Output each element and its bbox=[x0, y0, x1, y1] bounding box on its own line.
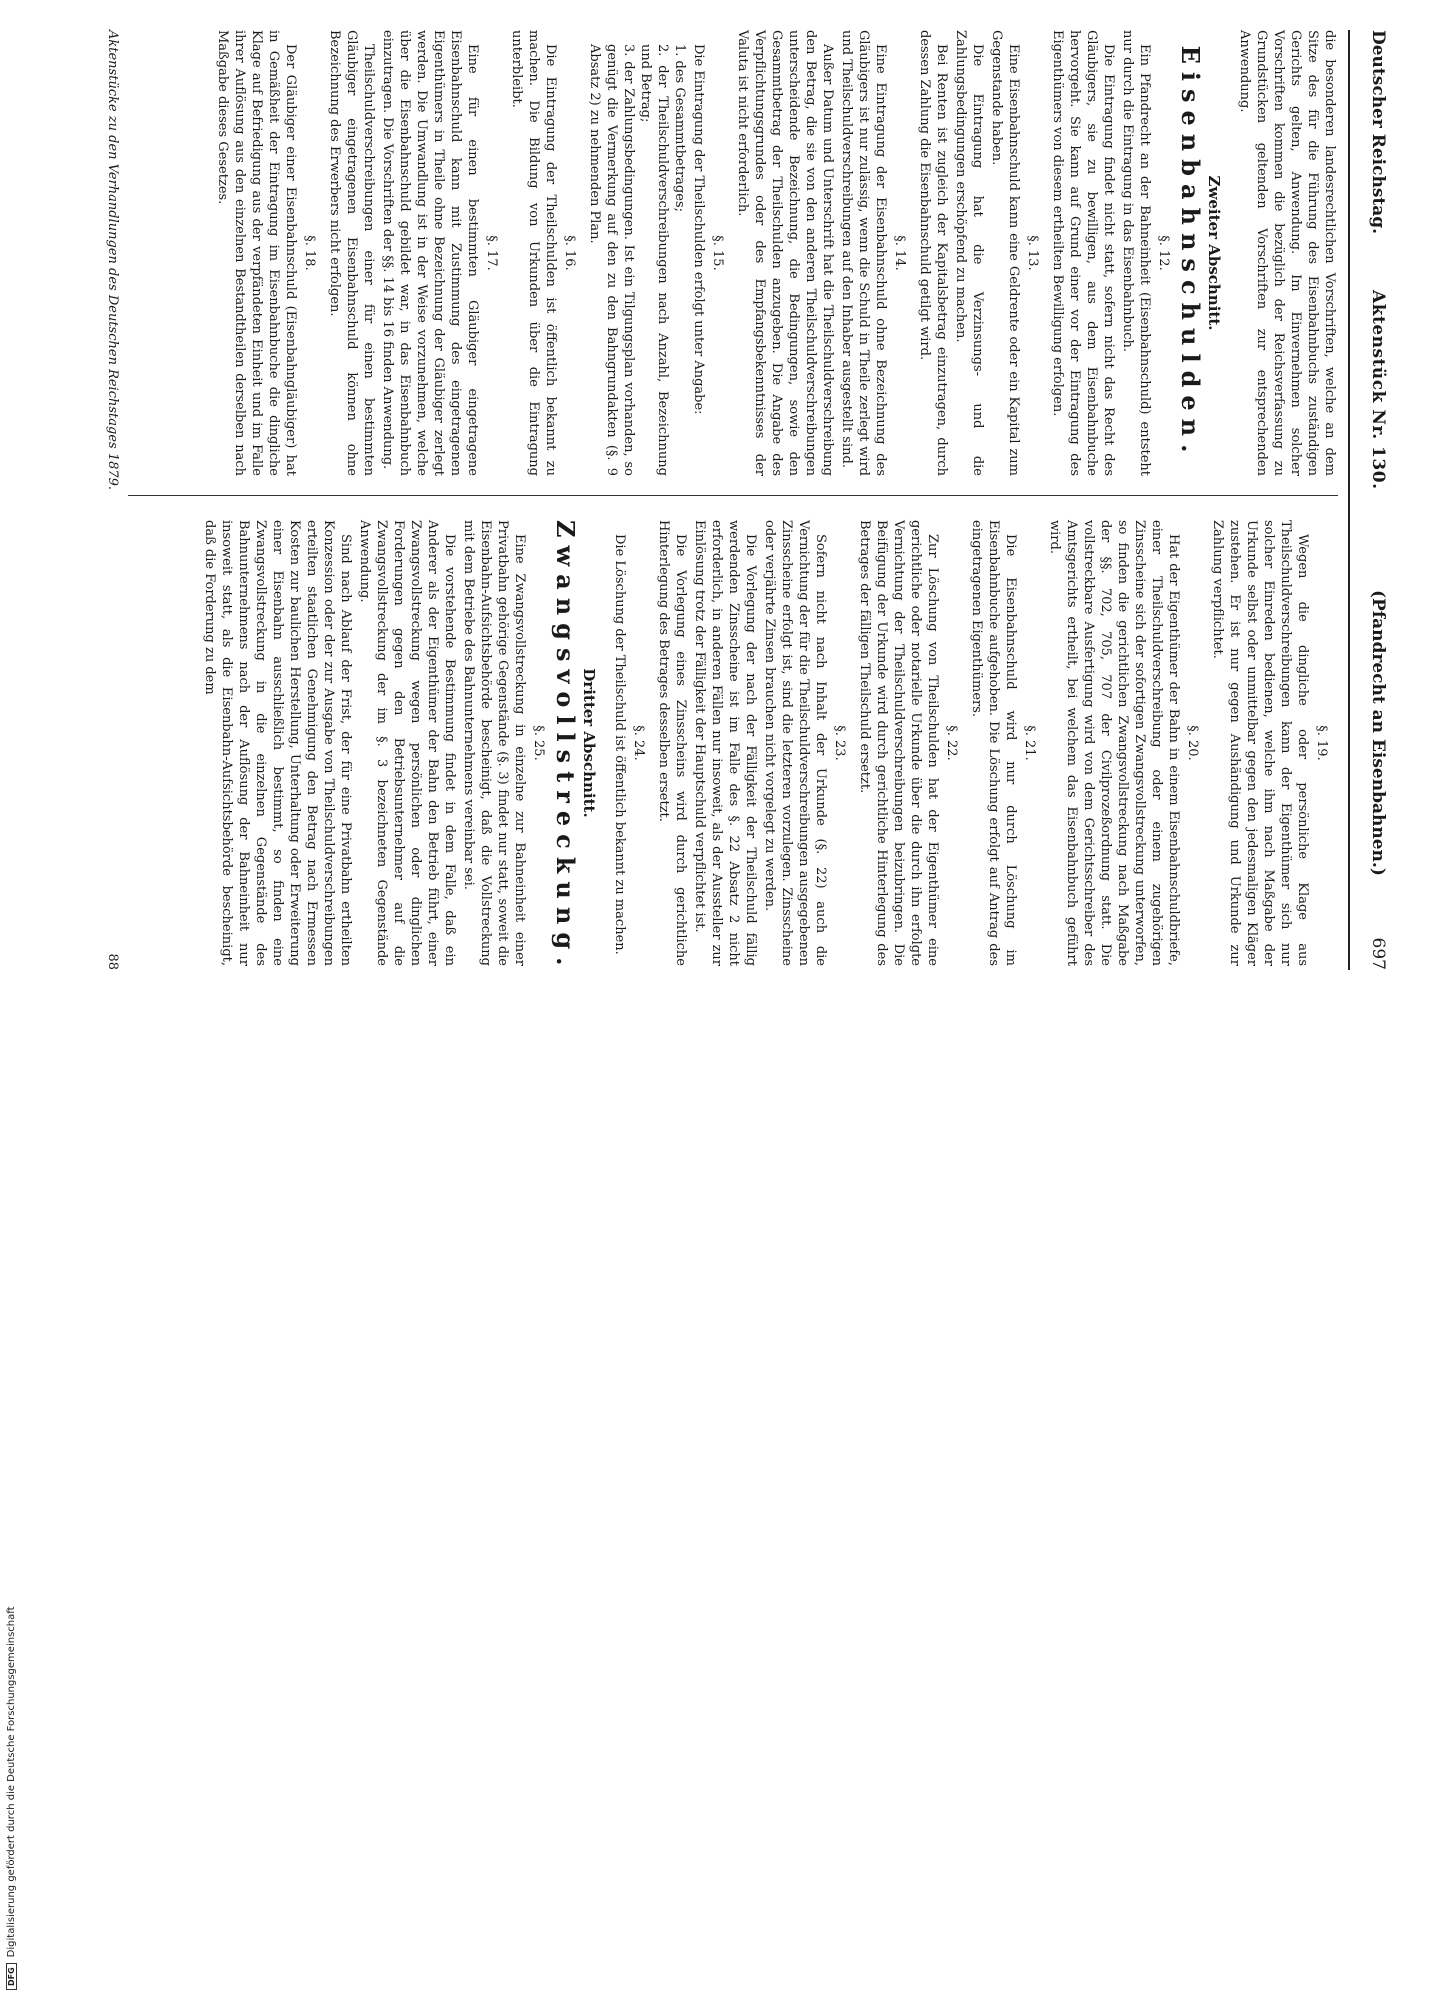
paragraph: Eine für einen bestimmten Gläubiger eingetragene Eisenbahnschuld kann mit Zustimmung des eingetragenen Eigenthümers in Theile ohne Bezeichnung der Gläubiger zerlegt werden. Die Umwandlung ist in der Weise vorzunehmen, welche über die Eisenbahnschuld gebildet war, in das Eisenbahnbuch einzutragen. Die Vorschriften der §§. 14 bis 16 finden Anwendung. bbox=[380, 30, 480, 476]
section-14-heading: §. 14. bbox=[892, 235, 907, 271]
section-19-heading: §. 19. bbox=[1314, 725, 1329, 761]
abschnitt-title: Eisenbahnschulden. bbox=[1176, 45, 1205, 461]
section-25-heading: §. 25. bbox=[531, 725, 546, 761]
paragraph: Eine Zwangsvollstreckung in einzelne zur Bahneinheit einer Privatbahn gehörige Gegenstände (§. 3) findet nur statt, soweit die Eisenbahn-Aufsichtsbehörde bescheinigt, daß die Vollstreckung mit dem Betriebe des Bahnunternehmens vereinbar sei. bbox=[461, 520, 527, 966]
footer-page-ref: 88 bbox=[105, 953, 120, 970]
section-13-heading: §. 13. bbox=[1025, 235, 1040, 271]
paragraph: Eine Eisenbahnschuld kann eine Geldrente oder ein Kapital zum Gegenstande haben. bbox=[989, 30, 1021, 476]
section-15-list bbox=[586, 44, 688, 476]
paragraph: Wegen die dingliche oder persönliche Klage aus Theilschuldverschreibungen kann der Eigenthümer sich nur solcher Einreden bedienen, welche ihm nach Maßgabe der Urkunde selbst oder unmittelbar gegen den jedesmaligen Kläger zustehen. Er ist nur gegen Aushändigung und Urkunde zur Zahlung verpflichtet. bbox=[1210, 520, 1310, 966]
abschnitt-label: Dritter Abschnitt. bbox=[580, 668, 598, 818]
paragraph: Die Eintragung der Theilschulden ist öffentlich bekannt zu machen. Die Bildung von Urkunden über die Eintragung unterbleibt. bbox=[509, 30, 558, 476]
paragraph: Zur Löschung von Theilschulden hat der Eigenthümer eine gerichtliche oder notarielle Urkunde über die durch ihn erfolgte Vernichtung der Theilschuldverschreibungen beizubringen. Die Beifügung der Urkunde wird durch gerichtliche Hinterlegung des Betrages der fälligen Theilschuld ersetzt. bbox=[857, 520, 940, 966]
section-22-heading: §. 22. bbox=[944, 725, 959, 761]
dfg-sidebar bbox=[6, 1000, 18, 2000]
paragraph: Außer Datum und Unterschrift hat die Theilschuldverschreibung den Betrag, die sie von den anderen Theilschuldverschreibungen unterscheidende Bezeichnung, die Bedingungen, sowie den Gesammtbetrag der Theilschulden anzugeben. Die Angabe des Verpflichtungsgrundes oder des Empfangsbekenntnisses der Valuta ist nicht erforderlich. bbox=[735, 30, 835, 476]
paragraph: Die Eintragung hat die Verzinsungs- und die Zahlungsbedingungen erschöpfend zu machen. bbox=[953, 30, 985, 476]
dfg-credit-text: Digitalisierung gefördert durch die Deutsche Forschungsgemeinschaft bbox=[6, 1606, 17, 1958]
dfg-logo: DFG bbox=[6, 1963, 17, 1990]
scanned-page bbox=[16, 10, 1416, 990]
section-15-heading: §. 15. bbox=[710, 235, 725, 271]
footer-text: Aktenstücke zu den Verhandlungen des Deutschen Reichstages 1879. bbox=[105, 30, 120, 491]
section-17-heading: §. 17. bbox=[484, 235, 499, 271]
paragraph: Die Eintragung der Theilschulden erfolgt unter Angabe: bbox=[691, 44, 706, 415]
paragraph: Die Eintragung findet nicht statt, sofern nicht das Recht des Gläubigers, sie zu bewilligen, aus dem Eisenbahnbuche hervorgeht. Sie kann auf Grund einer vor der Eintragung des Eigenthümers von diesem ertheilten Bewilligung erfolgen. bbox=[1050, 30, 1116, 476]
paragraph: Die Vorlegung eines Zinsscheins wird durch gerichtliche Hinterlegung des Betrages desselben ersetzt. bbox=[656, 520, 688, 966]
abschnitt-title: Zwangsvollstreckung. bbox=[551, 520, 580, 974]
right-column bbox=[128, 520, 1338, 974]
page-footer bbox=[96, 30, 120, 970]
abschnitt-label: Zweiter Abschnitt. bbox=[1205, 175, 1223, 331]
paragraph: Die Vorlegung der nach der Fälligkeit der Theilschuld fällig werdenden Zinsscheine ist im Falle des §. 22 Absatz 2 nicht erforderlich, in anderen Fällen nur insoweit, als der Aussteller zur Einlösung trotz der Fälligkeit der Hauptschuld verpflichtet ist. bbox=[692, 520, 758, 966]
column-divider bbox=[128, 495, 1338, 496]
section-12-heading: §. 12. bbox=[1156, 235, 1171, 271]
paragraph: Bei Renten ist zugleich der Kapitalsbetrag einzutragen, durch dessen Zahlung die Eisenbahnschuld getilgt wird. bbox=[917, 30, 949, 476]
page-header bbox=[1356, 30, 1396, 970]
section-18-heading: §. 18. bbox=[302, 235, 317, 271]
header-title: Deutscher Reichstag. bbox=[1368, 30, 1388, 235]
header-rule bbox=[1348, 30, 1350, 970]
section-16-heading: §. 16. bbox=[562, 235, 577, 271]
paragraph: Hat der Eigenthümer der Bahn in einem Eisenbahnschuldbriefe, einer Theilschuldverschreibung oder einem zugehörigen Zinsscheine sich der sofortigen Zwangsvollstreckung unterworfen, so finden die gerichtlichen Zwangsvollstreckung nach Maßgabe der §§. 702, 705, 707 der Civilprozeßordnung statt. Die vollstreckbare Ausfertigung wird von dem Gerichtsschreiber des Amtsgerichts ertheilt, bei welchem das Eisenbahnbuch geführt wird. bbox=[1047, 520, 1181, 966]
section-21-heading: §. 21. bbox=[1022, 725, 1037, 761]
section-24-heading: §. 24. bbox=[631, 725, 646, 761]
left-column bbox=[128, 30, 1338, 476]
list-item: 1. des Gesammtbetrages; bbox=[672, 44, 687, 213]
paragraph: Ein Pfandrecht an der Bahneinheit (Eisenbahnschuld) entsteht nur durch die Eintragung in das Eisenbahnbuch. bbox=[1120, 30, 1152, 476]
page-number: 697 bbox=[1368, 937, 1388, 970]
paragraph: Eine Eintragung der Eisenbahnschuld ohne Bezeichnung des Gläubigers ist nur zulässig, wenn die Schuld in Theile zerlegt wird und Theilschuldverschreibungen auf den Inhaber ausgestellt sind. bbox=[839, 30, 888, 476]
paragraph: Die Löschung der Theilschuld ist öffentlich bekannt zu machen. bbox=[612, 534, 627, 955]
paragraph: Der Gläubiger einer Eisenbahnschuld (Eisenbahngläubiger) hat in Gemäßheit der Eintragung im Eisenbahnbuche die dingliche Klage auf Befriedigung aus der verpfändeten Einheit und im Falle ihrer Auflösung aus den einzelnen Bestandtheilen derselben nach Maßgabe dieses Gesetzes. bbox=[215, 30, 298, 476]
intro-paragraph: die besonderen landesrechtlichen Vorschriften, welche an dem Sitze des für die Führung des Eisenbahnbuchs zuständigen Gerichts gelten, Anwendung. Im Einvernehmen solcher Vorschriften kommen die bezüglich der Reichsverfassung zu Grundstücken geltenden Vorschriften zur entsprechenden Anwendung. bbox=[1237, 30, 1337, 476]
list-item: 3. der Zahlungsbedingungen. Ist ein Tilgungsplan vorhanden, so genügt die Vermerkung auf den zu den Bahngrundakten (§. 9 Absatz 2) zu nehmenden Plan. bbox=[587, 44, 636, 476]
section-23-heading: §. 23. bbox=[832, 725, 847, 761]
paragraph: Theilschuldverschreibungen einer für einen bestimmten Gläubiger eingetragenen Eisenbahnschuld können ohne Bezeichnung des Erwerbers nicht erfolgen. bbox=[327, 30, 376, 476]
paragraph: Sind nach Ablauf der Frist, der für eine Privatbahn ertheilten Konzession oder der zur Ausgabe von Theilschuldverschreibungen erteilten staatlichen Genehmigung den Betrag nach Ermessen Kosten zur baulichen Herstellung, Unterhaltung oder Erweiterung einer Eisenbahn ausschließlich bestimmt, so finden eine Zwangsvollstreckung in die einzelnen Gegenstände des Bahnunternehmens nach der Auflösung der Bahneinheit nur insoweit statt, als die Eisenbahn-Aufsichtsbehörde bescheinigt, daß die Forderung zu dem bbox=[202, 520, 353, 966]
header-subtitle: (Pfandrecht an Eisenbahnen.) bbox=[1368, 590, 1388, 876]
header-act: Aktenstück Nr. 130. bbox=[1368, 290, 1388, 490]
section-20-heading: §. 20. bbox=[1185, 725, 1200, 761]
paragraph: Sofern nicht nach Inhalt der Urkunde (§. 22) auch die Vernichtung der für die Theilschuldverschreibungen ausgegebenen Zinsscheine erfolgt ist, sind die letzteren vorzulegen. Zinsscheine oder verjährte Zinsen brauchen nicht vorgelegt zu werden. bbox=[762, 520, 828, 966]
paragraph: Die Eisenbahnschuld wird nur durch Löschung im Eisenbahnbuche aufgehoben. Die Löschung erfolgt auf Antrag des eingetragenen Eigenthümers. bbox=[969, 520, 1018, 966]
paragraph: Die vorstehende Bestimmung findet in dem Falle, daß ein Anderer als der Eigenthümer der Bahn den Betrieb führt, einer Zwangsvollstreckung wegen persönlichen oder dinglichen Forderungen gegen den Betriebsunternehmer auf die Zwangsvollstreckung der im §. 3 bezeichneten Gegenstände Anwendung. bbox=[357, 520, 457, 966]
list-item: 2. der Theilschuldverschreibungen nach Anzahl, Bezeichnung und Betrag; bbox=[638, 44, 670, 476]
